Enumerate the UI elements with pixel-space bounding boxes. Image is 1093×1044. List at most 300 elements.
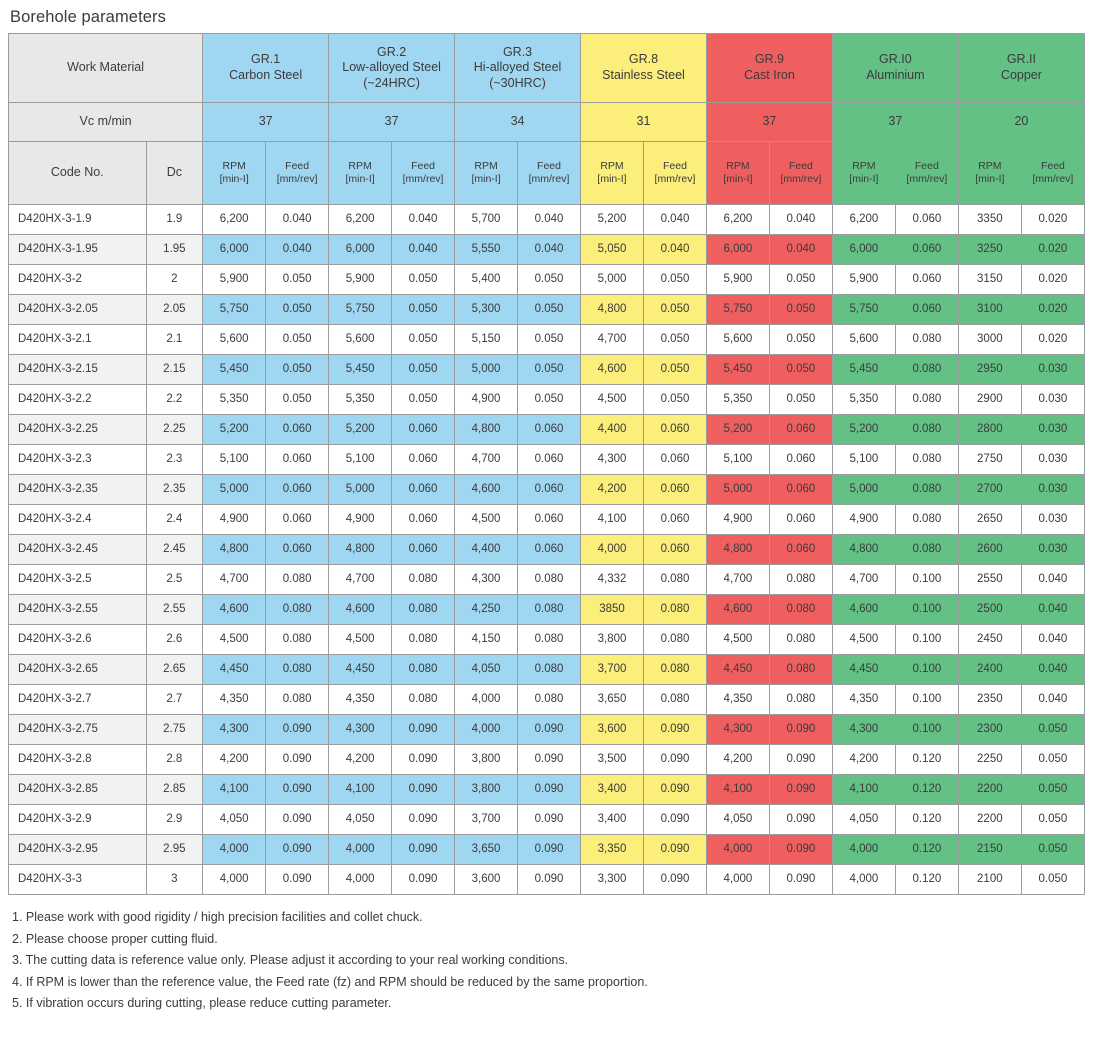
cell-feed: 0.040 [266,235,329,265]
cell-dc: 3 [146,865,203,895]
cell-feed: 0.100 [895,625,958,655]
cell-dc: 1.95 [146,235,203,265]
cell-rpm: 4,300 [581,445,644,475]
cell-feed: 0.060 [266,505,329,535]
cell-dc: 2.65 [146,655,203,685]
cell-feed: 0.060 [769,475,832,505]
cell-code-no: D420HX-3-2.2 [9,385,147,415]
cell-rpm: 4,400 [581,415,644,445]
cell-code-no: D420HX-3-2.35 [9,475,147,505]
cell-rpm: 4,000 [329,835,392,865]
cell-feed: 0.080 [518,565,581,595]
subheader-line2: [mm/rev] [1032,173,1074,185]
cell-feed: 0.080 [518,685,581,715]
cell-feed: 0.100 [895,655,958,685]
cell-dc: 2.15 [146,355,203,385]
cell-feed: 0.080 [643,625,706,655]
subheader-feed-gr1 [266,142,329,205]
table-row [9,745,1085,775]
subheader-line2: [mm/rev] [780,173,822,185]
cell-rpm: 3,350 [581,835,644,865]
cell-feed: 0.080 [518,625,581,655]
table-row [9,415,1085,445]
cell-rpm: 6,200 [832,205,895,235]
cell-rpm: 4,600 [203,595,266,625]
cell-dc: 2.5 [146,565,203,595]
cell-rpm: 4,450 [832,655,895,685]
cell-feed: 0.090 [266,715,329,745]
subheader-rpm-gr2 [329,142,392,205]
cell-rpm: 3,400 [581,805,644,835]
cell-rpm: 2350 [958,685,1021,715]
cell-feed: 0.050 [1021,775,1084,805]
cell-rpm: 4,100 [329,775,392,805]
cell-rpm: 4,500 [329,625,392,655]
cell-rpm: 3,300 [581,865,644,895]
cell-rpm: 5,200 [706,415,769,445]
cell-rpm: 4,000 [455,715,518,745]
cell-rpm: 4,100 [203,775,266,805]
cell-feed: 0.060 [895,205,958,235]
cell-rpm: 4,000 [203,865,266,895]
cell-rpm: 4,050 [832,805,895,835]
group-header-gr1 [203,34,329,103]
cell-rpm: 2200 [958,805,1021,835]
cell-dc: 2.85 [146,775,203,805]
cell-rpm: 4,350 [832,685,895,715]
cell-feed: 0.050 [392,265,455,295]
cell-feed: 0.060 [266,445,329,475]
cell-rpm: 4,500 [832,625,895,655]
cell-dc: 2.05 [146,295,203,325]
subheader-line2: [min-I] [597,173,627,185]
cell-feed: 0.080 [643,685,706,715]
cell-rpm: 2300 [958,715,1021,745]
cell-rpm: 3350 [958,205,1021,235]
subheader-line2: [mm/rev] [528,173,570,185]
vc-value-gr10: 37 [832,103,958,142]
cell-rpm: 5,000 [203,475,266,505]
subheader-line2: [mm/rev] [654,173,696,185]
cell-dc: 1.9 [146,205,203,235]
cell-feed: 0.080 [392,595,455,625]
table-row [9,445,1085,475]
cell-code-no: D420HX-3-2.1 [9,325,147,355]
cell-feed: 0.080 [895,535,958,565]
cell-feed: 0.090 [769,865,832,895]
cell-code-no: D420HX-3-2.9 [9,805,147,835]
cell-rpm: 5,350 [329,385,392,415]
cell-rpm: 4,900 [832,505,895,535]
cell-feed: 0.040 [392,205,455,235]
group-header-gr11 [958,34,1084,103]
cell-rpm: 5,750 [329,295,392,325]
table-row [9,715,1085,745]
cell-code-no: D420HX-3-2.55 [9,595,147,625]
table-row [9,325,1085,355]
note-line: 3. The cutting data is reference value only. Please adjust it according to your real working conditions. [12,953,569,967]
cell-dc: 2.45 [146,535,203,565]
cell-rpm: 4,350 [706,685,769,715]
cell-feed: 0.080 [518,595,581,625]
cell-rpm: 4,900 [706,505,769,535]
cell-feed: 0.050 [392,355,455,385]
cell-rpm: 4,200 [706,745,769,775]
group-name: GR.II [1006,52,1036,67]
cell-feed: 0.020 [1021,325,1084,355]
cell-feed: 0.060 [392,535,455,565]
cell-rpm: 5,750 [203,295,266,325]
cell-feed: 0.090 [392,715,455,745]
cell-feed: 0.080 [895,385,958,415]
cell-feed: 0.080 [895,355,958,385]
cell-feed: 0.050 [643,355,706,385]
cell-feed: 0.060 [643,505,706,535]
cell-rpm: 3,800 [455,775,518,805]
cell-feed: 0.050 [643,295,706,325]
header-vc-label: Vc m/min [9,103,203,142]
cell-rpm: 5,150 [455,325,518,355]
cell-rpm: 3,400 [581,775,644,805]
cell-dc: 2.4 [146,505,203,535]
cell-rpm: 4,300 [832,715,895,745]
group-header-gr2 [329,34,455,103]
cell-dc: 2.75 [146,715,203,745]
cell-rpm: 2400 [958,655,1021,685]
cell-feed: 0.050 [769,355,832,385]
cell-feed: 0.080 [392,625,455,655]
cell-rpm: 6,200 [329,205,392,235]
cell-feed: 0.050 [769,325,832,355]
cell-rpm: 5,000 [455,355,518,385]
cell-feed: 0.090 [518,775,581,805]
cell-rpm: 3,700 [455,805,518,835]
cell-rpm: 5,200 [581,205,644,235]
cell-feed: 0.050 [266,265,329,295]
cell-feed: 0.030 [1021,385,1084,415]
cell-feed: 0.090 [643,865,706,895]
cell-rpm: 3150 [958,265,1021,295]
cell-rpm: 3,600 [581,715,644,745]
cell-rpm: 4,500 [706,625,769,655]
group-name: GR.3 [502,44,533,59]
cell-rpm: 6,000 [706,235,769,265]
cell-rpm: 5,700 [455,205,518,235]
subheader-line2: [min-I] [345,173,375,185]
subheader-line1: RPM [978,159,1002,172]
cell-feed: 0.040 [392,235,455,265]
cell-rpm: 5,100 [203,445,266,475]
group-desc: Low-alloyed Steel [342,60,441,75]
cell-feed: 0.090 [518,865,581,895]
cell-rpm: 2500 [958,595,1021,625]
cell-dc: 2.8 [146,745,203,775]
cell-rpm: 4,000 [832,835,895,865]
cell-rpm: 6,000 [203,235,266,265]
subheader-line1: Feed [1040,159,1065,172]
subheader-line1: Feed [788,159,813,172]
cell-feed: 0.060 [643,415,706,445]
cell-rpm: 4,050 [706,805,769,835]
cell-feed: 0.080 [643,565,706,595]
table-body [9,205,1085,895]
group-name: GR.I0 [879,52,912,67]
cell-rpm: 4,300 [203,715,266,745]
cell-rpm: 2900 [958,385,1021,415]
cell-feed: 0.060 [266,475,329,505]
cell-rpm: 4,000 [203,835,266,865]
cell-rpm: 4,350 [203,685,266,715]
cell-rpm: 4,200 [329,745,392,775]
cell-rpm: 3,650 [581,685,644,715]
cell-feed: 0.090 [392,775,455,805]
header-code-no: Code No. [9,142,147,205]
subheader-line1: RPM [726,159,750,172]
cell-feed: 0.080 [392,685,455,715]
cell-rpm: 3250 [958,235,1021,265]
cell-rpm: 2750 [958,445,1021,475]
subheader-feed-gr8 [643,142,706,205]
cell-rpm: 4,700 [455,445,518,475]
group-name: GR.8 [628,52,659,67]
cell-feed: 0.040 [769,205,832,235]
cell-feed: 0.080 [518,655,581,685]
cell-feed: 0.050 [643,265,706,295]
group-header-gr10 [832,34,958,103]
table-row [9,295,1085,325]
cell-feed: 0.060 [643,535,706,565]
cell-dc: 2.35 [146,475,203,505]
cell-feed: 0.080 [266,685,329,715]
cell-feed: 0.100 [895,565,958,595]
cell-feed: 0.120 [895,775,958,805]
group-desc: Hi-alloyed Steel [473,60,562,75]
cell-rpm: 5,450 [832,355,895,385]
subheader-rpm-gr8 [581,142,644,205]
cell-feed: 0.020 [1021,265,1084,295]
notes-list [12,907,1085,1015]
cell-feed: 0.080 [266,625,329,655]
cell-rpm: 4,600 [706,595,769,625]
cell-rpm: 2150 [958,835,1021,865]
cell-feed: 0.080 [769,595,832,625]
cell-feed: 0.050 [518,295,581,325]
cell-feed: 0.050 [266,325,329,355]
cell-code-no: D420HX-3-1.9 [9,205,147,235]
cell-feed: 0.040 [643,235,706,265]
subheader-line1: RPM [348,159,372,172]
cell-rpm: 5,050 [581,235,644,265]
cell-feed: 0.060 [518,475,581,505]
cell-feed: 0.090 [643,715,706,745]
cell-rpm: 2700 [958,475,1021,505]
group-name: GR.1 [251,52,281,67]
vc-value-gr9: 37 [706,103,832,142]
cell-rpm: 5,350 [706,385,769,415]
cell-rpm: 4,000 [581,535,644,565]
cell-rpm: 3,800 [455,745,518,775]
note-line: 5. If vibration occurs during cutting, please reduce cutting parameter. [12,996,392,1010]
cell-feed: 0.050 [392,295,455,325]
group-desc: Cast Iron [744,68,795,82]
cell-rpm: 4,332 [581,565,644,595]
cell-feed: 0.030 [1021,475,1084,505]
subheader-line1: RPM [222,159,246,172]
cell-rpm: 5,600 [203,325,266,355]
cell-rpm: 3850 [581,595,644,625]
group-header-gr8 [581,34,707,103]
cell-feed: 0.040 [518,205,581,235]
cell-feed: 0.050 [518,355,581,385]
subheader-line1: Feed [914,159,939,172]
cell-rpm: 4,600 [832,595,895,625]
table-header [9,34,1085,205]
cell-rpm: 5,400 [455,265,518,295]
table-row [9,205,1085,235]
cell-rpm: 3000 [958,325,1021,355]
cell-feed: 0.060 [895,295,958,325]
note-line: 4. If RPM is lower than the reference value, the Feed rate (fz) and RPM should be reduced by the same proportion. [12,974,648,989]
cell-rpm: 4,250 [455,595,518,625]
cell-feed: 0.050 [518,385,581,415]
table-row [9,565,1085,595]
cell-feed: 0.090 [392,805,455,835]
cell-feed: 0.090 [769,745,832,775]
cell-dc: 2.55 [146,595,203,625]
cell-rpm: 4,050 [329,805,392,835]
group-desc2: (~24HRC) [363,75,420,90]
cell-feed: 0.090 [643,775,706,805]
cell-feed: 0.060 [392,445,455,475]
cell-rpm: 5,350 [832,385,895,415]
cell-feed: 0.080 [769,655,832,685]
subheader-feed-gr2 [392,142,455,205]
note-line: 2. Please choose proper cutting fluid. [12,931,218,946]
cell-code-no: D420HX-3-2.3 [9,445,147,475]
cell-rpm: 6,200 [203,205,266,235]
cell-dc: 2.7 [146,685,203,715]
cell-rpm: 5,600 [329,325,392,355]
cell-dc: 2 [146,265,203,295]
cell-feed: 0.080 [895,445,958,475]
cell-rpm: 4,500 [455,505,518,535]
cell-feed: 0.080 [895,415,958,445]
cell-code-no: D420HX-3-2.25 [9,415,147,445]
cell-feed: 0.090 [266,865,329,895]
table-row [9,835,1085,865]
cell-feed: 0.060 [518,505,581,535]
cell-rpm: 4,500 [203,625,266,655]
cell-code-no: D420HX-3-1.95 [9,235,147,265]
cell-feed: 0.120 [895,835,958,865]
cell-feed: 0.100 [895,715,958,745]
subheader-rpm-gr11 [958,142,1021,205]
cell-code-no: D420HX-3-2 [9,265,147,295]
cell-feed: 0.050 [769,295,832,325]
cell-rpm: 5,600 [832,325,895,355]
cell-rpm: 4,000 [329,865,392,895]
cell-rpm: 5,750 [706,295,769,325]
cell-rpm: 5,000 [581,265,644,295]
cell-rpm: 4,100 [581,505,644,535]
group-header-gr3 [455,34,581,103]
cell-code-no: D420HX-3-2.75 [9,715,147,745]
cell-rpm: 4,100 [832,775,895,805]
cell-rpm: 5,450 [329,355,392,385]
cell-code-no: D420HX-3-2.95 [9,835,147,865]
subheader-feed-gr9 [769,142,832,205]
cell-feed: 0.060 [518,445,581,475]
cell-rpm: 3100 [958,295,1021,325]
cell-rpm: 5,550 [455,235,518,265]
cell-feed: 0.090 [266,775,329,805]
cell-rpm: 4,300 [455,565,518,595]
cell-rpm: 4,700 [329,565,392,595]
cell-rpm: 4,050 [455,655,518,685]
cell-rpm: 5,900 [706,265,769,295]
cell-dc: 2.9 [146,805,203,835]
vc-value-gr8: 31 [581,103,707,142]
vc-value-gr3: 34 [455,103,581,142]
cell-feed: 0.050 [266,295,329,325]
subheader-line2: [mm/rev] [402,173,444,185]
cell-rpm: 4,000 [832,865,895,895]
cell-rpm: 4,000 [706,835,769,865]
cell-dc: 2.95 [146,835,203,865]
cell-feed: 0.050 [392,385,455,415]
cell-feed: 0.120 [895,805,958,835]
table-row [9,685,1085,715]
table-row [9,235,1085,265]
cell-rpm: 4,600 [455,475,518,505]
cell-rpm: 4,200 [832,745,895,775]
cell-feed: 0.090 [392,865,455,895]
cell-feed: 0.090 [643,805,706,835]
cell-feed: 0.080 [769,685,832,715]
cell-rpm: 5,750 [832,295,895,325]
cell-feed: 0.060 [518,535,581,565]
cell-rpm: 4,500 [581,385,644,415]
table-row [9,865,1085,895]
subheader-feed-gr10 [895,142,958,205]
cell-dc: 2.6 [146,625,203,655]
subheader-line1: Feed [411,159,436,172]
cell-feed: 0.090 [769,805,832,835]
cell-rpm: 4,000 [455,685,518,715]
cell-rpm: 4,800 [832,535,895,565]
cell-rpm: 2600 [958,535,1021,565]
cell-rpm: 4,300 [329,715,392,745]
cell-code-no: D420HX-3-2.85 [9,775,147,805]
cell-feed: 0.060 [769,535,832,565]
cell-rpm: 4,150 [455,625,518,655]
cell-feed: 0.060 [392,475,455,505]
cell-feed: 0.050 [1021,835,1084,865]
cell-feed: 0.040 [266,205,329,235]
header-dc: Dc [146,142,203,205]
table-row [9,805,1085,835]
cell-rpm: 4,600 [329,595,392,625]
cell-rpm: 2550 [958,565,1021,595]
subheader-line2: [mm/rev] [276,173,318,185]
cell-feed: 0.090 [392,745,455,775]
cell-feed: 0.080 [392,655,455,685]
borehole-parameters-table [8,33,1085,895]
group-desc2: (~30HRC) [489,75,546,90]
cell-dc: 2.1 [146,325,203,355]
cell-rpm: 4,350 [329,685,392,715]
cell-rpm: 2450 [958,625,1021,655]
